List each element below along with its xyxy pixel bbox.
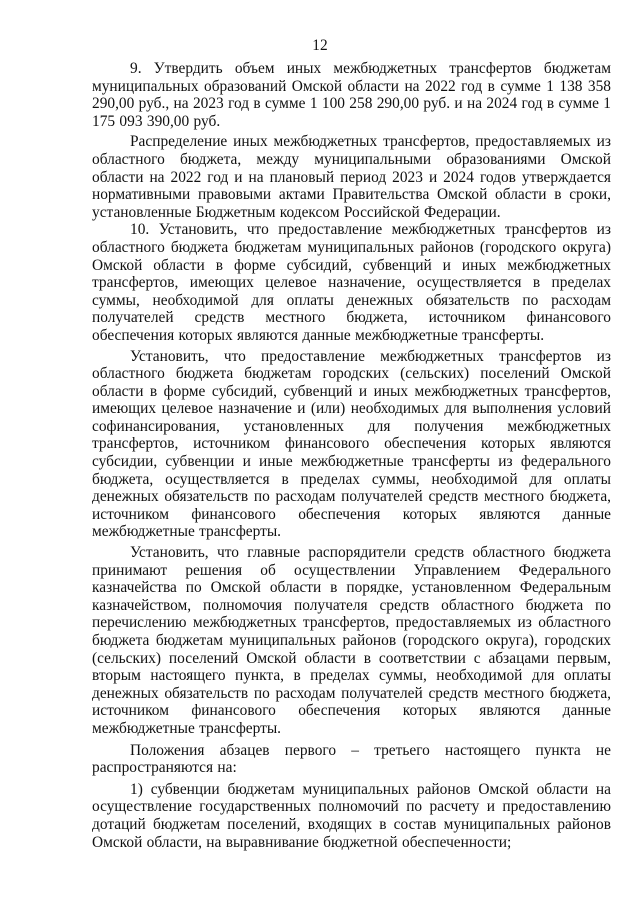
- paragraph-exceptions: Положения абзацев первого – третьего настоящего пункта не распространяются на:: [92, 741, 611, 777]
- paragraph-treasury-decisions: Установить, что главные распорядители средств областного бюджета принимают решения об осуществлении Управлением Федерального казначейства по Омской области в порядке, установленном Федеральным казначейством, полномочия получателя средств областного бюджета по перечислению межбюджетных трансфертов, предоставляемых из областного бюджета бюджетам муниципальных районов (городского округа), городских (сельских) поселений Омской области в соответствии с абзацами первым, вторым настоящего пункта, в пределах суммы, необходимой для оплаты денежных обязательств по расходам получателей средств местного бюджета, источником финансового обеспечения которых являются данные межбюджетные трансферты.: [92, 544, 611, 737]
- paragraph-9-transfer-volume: 9. Утвердить объем иных межбюджетных трансфертов бюджетам муниципальных образований Омской области на 2022 год в сумме 1 138 358 290,00 руб., на 2023 год в сумме 1 100 258 290,00 руб. и на 2024 год в сумме 1 175 093 390,00 руб.: [92, 60, 611, 130]
- list-item-1-subventions: 1) субвенции бюджетам муниципальных районов Омской области на осуществление государственных полномочий по расчету и предоставлению дотаций бюджетам поселений, входящих в состав муниципальных районов Омской области, на выравнивание бюджетной обеспеченности;: [92, 780, 611, 851]
- paragraph-settlement-transfers: Установить, что предоставление межбюджетных трансфертов из областного бюджета бюджетам городских (сельских) поселений Омской области в форме субсидий, субвенций и иных межбюджетных трансфертов, имеющих целевое назначение и (или) необходимых для выполнения условий софинансирования, установленных для получения межбюджетных трансфертов, источником финансового обеспечения которых являются субсидии, субвенции и иные межбюджетные трансферты из федерального бюджета, осуществляется в пределах суммы, необходимой для оплаты денежных обязательств по расходам получателей средств местного бюджета, источником финансового обеспечения которых являются данные межбюджетные трансферты.: [92, 347, 611, 541]
- page-number: 12: [312, 37, 328, 54]
- document-body: [92, 60, 611, 851]
- paragraph-10-district-transfers: 10. Установить, что предоставление межбюджетных трансфертов из областного бюджета бюджетам муниципальных районов (городского округа) Омской области в форме субсидий, субвенций и иных межбюджетных трансфертов, имеющих целевое назначение, осуществляется в пределах суммы, необходимой для оплаты денежных обязательств по расходам получателей средств местного бюджета, источником финансового обеспечения которых являются данные межбюджетные трансферты.: [92, 221, 611, 344]
- paragraph-transfer-distribution: Распределение иных межбюджетных трансфертов, предоставляемых из областного бюджета, между муниципальными образованиями Омской области на 2022 год и на плановый период 2023 и 2024 годов утверждается нормативными правовыми актами Правительства Омской области в сроки, установленные Бюджетным кодексом Российской Федерации.: [92, 133, 611, 221]
